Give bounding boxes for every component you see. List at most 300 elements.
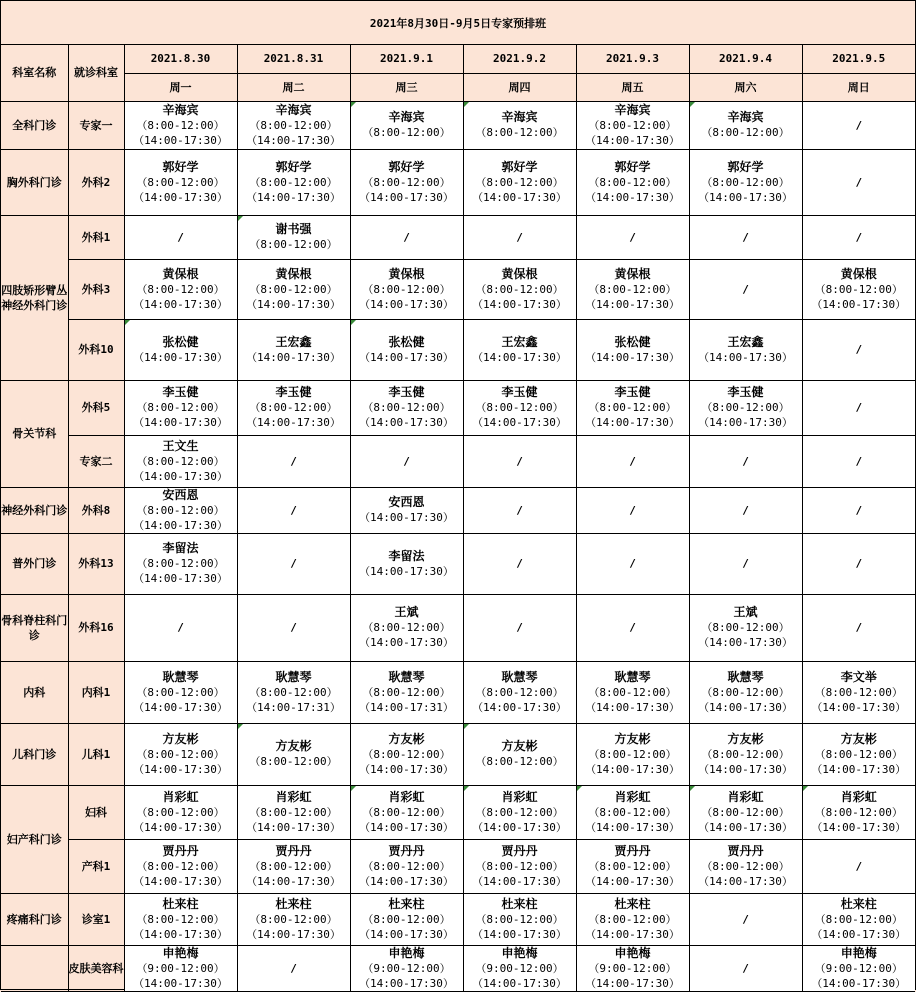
time-slot: （14:00-17:30） [698, 820, 793, 834]
no-clinic-slash: / [237, 533, 350, 594]
date-header: 2021.8.31 [237, 45, 350, 73]
schedule-cell [124, 149, 237, 215]
doctor-name: 贾丹丹 [388, 843, 425, 858]
department-name: 四肢矫形臂丛神经外科门诊 [1, 215, 68, 380]
schedule-cell [463, 785, 576, 839]
doctor-name: 申艳梅 [501, 945, 538, 960]
time-slot: （14:00-17:30） [585, 976, 680, 990]
no-clinic-slash: / [802, 594, 915, 661]
time-slot: （9:00-12:00） [814, 961, 903, 975]
doctor-name: 李玉健 [614, 385, 651, 399]
schedule-cell [350, 723, 463, 785]
clinic-room: 妇科 [68, 785, 124, 839]
time-slot: （8:00-12:00） [814, 747, 903, 761]
clinic-room: 专家一 [68, 101, 124, 149]
doctor-name: 王宏鑫 [275, 334, 312, 349]
date-header: 2021.9.3 [576, 45, 689, 73]
time-slot: （8:00-12:00） [362, 621, 451, 634]
doctor-name: 耿慧琴 [614, 669, 651, 684]
doctor-name: 贾丹丹 [501, 843, 538, 858]
no-clinic-slash: / [463, 215, 576, 259]
time-slot: （8:00-12:00） [249, 805, 338, 819]
schedule-cell [350, 661, 463, 723]
time-slot: （14:00-17:30） [811, 820, 907, 834]
time-slot: （8:00-12:00） [249, 685, 338, 699]
clinic-room: 儿科1 [68, 723, 124, 785]
schedule-cell [463, 661, 576, 723]
doctor-name: 方友彬 [840, 731, 877, 746]
department-name: 妇产科门诊 [1, 785, 68, 893]
schedule-row [1, 945, 915, 991]
doctor-name: 方友彬 [162, 731, 199, 746]
doctor-name: 王宏鑫 [727, 334, 764, 349]
time-slot: （14:00-17:30） [359, 820, 454, 834]
time-slot: （14:00-17:31） [359, 700, 454, 714]
doctor-name: 辛海宾 [614, 102, 651, 117]
schedule-row [1, 723, 915, 785]
doctor-name: 杜来柱 [275, 896, 312, 911]
weekday-header: 周日 [802, 73, 915, 101]
doctor-name: 郭好学 [388, 159, 425, 174]
time-slot: （14:00-17:30） [133, 416, 228, 429]
doctor-name: 郭好学 [162, 159, 199, 174]
schedule-cell [689, 661, 802, 723]
time-slot: （14:00-17:30） [472, 297, 567, 311]
schedule-cell [237, 380, 350, 435]
department-name: 胸外科门诊 [1, 149, 68, 215]
time-slot: （14:00-17:30） [246, 190, 341, 204]
no-clinic-slash: / [802, 149, 915, 215]
doctor-name: 李留法 [388, 548, 425, 563]
schedule-cell [576, 319, 689, 380]
schedule-cell [463, 893, 576, 945]
time-slot: （8:00-12:00） [588, 175, 677, 189]
no-clinic-slash: / [463, 435, 576, 487]
no-clinic-slash: / [237, 945, 350, 991]
doctor-name: 郭好学 [275, 159, 312, 174]
time-slot: （8:00-12:00） [136, 557, 225, 570]
schedule-cell [237, 723, 350, 785]
schedule-cell [350, 893, 463, 945]
time-slot: （14:00-17:30） [585, 190, 680, 204]
time-slot: （8:00-12:00） [701, 805, 790, 819]
dept-header: 科室名称 [1, 45, 68, 101]
time-slot: （14:00-17:30） [359, 350, 454, 364]
schedule-cell [237, 785, 350, 839]
sheet-title: 2021年8月30日-9月5日专家预排班 [1, 1, 915, 45]
department-name [1, 945, 68, 991]
time-slot: （8:00-12:00） [362, 282, 451, 296]
schedule-cell [689, 319, 802, 380]
schedule-row [1, 319, 915, 380]
clinic-room: 产科1 [68, 839, 124, 893]
comment-marker-icon [464, 102, 469, 107]
time-slot: （14:00-17:30） [811, 700, 907, 714]
time-slot: （8:00-12:00） [136, 503, 225, 517]
department-name: 儿科门诊 [1, 723, 68, 785]
time-slot: （14:00-17:30） [246, 874, 341, 888]
time-slot: （14:00-17:30） [585, 762, 680, 776]
doctor-name: 申艳梅 [614, 945, 651, 960]
time-slot: （8:00-12:00） [701, 621, 790, 634]
department-name: 骨关节科 [1, 380, 68, 487]
time-slot: （14:00-17:30） [359, 190, 454, 204]
department-name: 内科 [1, 661, 68, 723]
doctor-name: 肖彩虹 [501, 789, 538, 804]
doctor-name: 肖彩虹 [614, 789, 651, 804]
time-slot: （14:00-17:30） [359, 927, 454, 941]
clinic-room: 专家二 [68, 435, 124, 487]
schedule-cell [576, 839, 689, 893]
time-slot: （8:00-12:00） [814, 805, 903, 819]
time-slot: （8:00-12:00） [588, 401, 677, 414]
time-slot: （14:00-17:30） [133, 297, 228, 311]
time-slot: （8:00-12:00） [588, 685, 677, 699]
no-clinic-slash: / [689, 215, 802, 259]
schedule-cell [463, 319, 576, 380]
schedule-cell [802, 259, 915, 319]
no-clinic-slash: / [350, 435, 463, 487]
time-slot: （8:00-12:00） [249, 401, 338, 414]
schedule-cell [350, 487, 463, 533]
time-slot: （14:00-17:30） [133, 927, 228, 941]
doctor-name: 方友彬 [388, 731, 425, 746]
date-header: 2021.8.30 [124, 45, 237, 73]
no-clinic-slash: / [124, 594, 237, 661]
schedule-cell [350, 533, 463, 594]
schedule-cell [124, 259, 237, 319]
time-slot: （8:00-12:00） [136, 859, 225, 873]
no-clinic-slash: / [576, 487, 689, 533]
time-slot: （8:00-12:00） [136, 805, 225, 819]
schedule-cell [124, 661, 237, 723]
time-slot: （8:00-12:00） [136, 175, 225, 189]
doctor-name: 耿慧琴 [275, 669, 312, 684]
time-slot: （8:00-12:00） [249, 118, 338, 132]
department-name: 骨科脊柱科门诊 [1, 594, 68, 661]
no-clinic-slash: / [689, 893, 802, 945]
time-slot: （14:00-17:30） [698, 190, 793, 204]
comment-marker-icon [351, 102, 356, 107]
schedule-row [1, 435, 915, 487]
time-slot: （8:00-12:00） [249, 912, 338, 926]
comment-marker-icon [690, 102, 695, 107]
schedule-cell [350, 785, 463, 839]
schedule-cell [124, 785, 237, 839]
time-slot: （8:00-12:00） [249, 282, 338, 296]
doctor-name: 安西恩 [162, 487, 199, 502]
clinic-room: 外科16 [68, 594, 124, 661]
time-slot: （14:00-17:30） [698, 874, 793, 888]
no-clinic-slash: / [689, 487, 802, 533]
schedule-cell [350, 319, 463, 380]
schedule-cell [124, 435, 237, 487]
time-slot: （14:00-17:30） [359, 636, 454, 649]
doctor-name: 黄保根 [388, 266, 425, 281]
no-clinic-slash: / [689, 533, 802, 594]
date-header: 2021.9.2 [463, 45, 576, 73]
time-slot: （8:00-12:00） [475, 755, 564, 768]
time-slot: （14:00-17:30） [133, 469, 228, 483]
schedule-cell [350, 259, 463, 319]
time-slot: （8:00-12:00） [362, 685, 451, 699]
schedule-cell [237, 215, 350, 259]
doctor-name: 黄保根 [275, 266, 312, 281]
schedule-cell [576, 661, 689, 723]
clinic-room: 外科10 [68, 319, 124, 380]
no-clinic-slash: / [802, 215, 915, 259]
schedule-cell [463, 839, 576, 893]
weekday-header: 周六 [689, 73, 802, 101]
time-slot: （8:00-12:00） [701, 685, 790, 699]
schedule-row [1, 101, 915, 149]
comment-marker-icon [464, 786, 469, 791]
schedule-cell [463, 149, 576, 215]
schedule-cell [350, 380, 463, 435]
schedule-cell [576, 149, 689, 215]
department-name: 神经外科门诊 [1, 487, 68, 533]
time-slot: （8:00-12:00） [588, 859, 677, 873]
doctor-name: 张松健 [162, 334, 199, 349]
time-slot: （9:00-12:00） [588, 961, 677, 975]
time-slot: （8:00-12:00） [701, 401, 790, 414]
doctor-name: 肖彩虹 [388, 789, 425, 804]
time-slot: （8:00-12:00） [136, 912, 225, 926]
clinic-room: 内科1 [68, 661, 124, 723]
doctor-name: 耿慧琴 [727, 669, 764, 684]
time-slot: （14:00-17:30） [585, 416, 680, 429]
time-slot: （14:00-17:30） [133, 700, 228, 714]
schedule-cell [237, 661, 350, 723]
doctor-name: 李玉健 [501, 385, 538, 399]
no-clinic-slash: / [802, 839, 915, 893]
doctor-name: 贾丹丹 [162, 843, 199, 858]
schedule-row [1, 487, 915, 533]
time-slot: （14:00-17:30） [698, 636, 793, 649]
time-slot: （14:00-17:30） [585, 133, 680, 147]
schedule-cell [576, 945, 689, 991]
schedule-cell [124, 101, 237, 149]
schedule-cell [463, 101, 576, 149]
time-slot: （8:00-12:00） [362, 912, 451, 926]
schedule-cell [576, 723, 689, 785]
no-clinic-slash: / [237, 435, 350, 487]
doctor-name: 张松健 [388, 334, 425, 349]
schedule-cell [124, 839, 237, 893]
time-slot: （14:00-17:30） [133, 190, 228, 204]
time-slot: （14:00-17:30） [359, 762, 454, 776]
date-header-row [1, 45, 915, 73]
no-clinic-slash: / [576, 594, 689, 661]
doctor-name: 王斌 [394, 605, 419, 619]
time-slot: （14:00-17:30） [472, 350, 567, 364]
doctor-name: 耿慧琴 [388, 669, 425, 684]
schedule-cell [237, 839, 350, 893]
doctor-name: 方友彬 [614, 731, 651, 746]
no-clinic-slash: / [689, 259, 802, 319]
time-slot: （8:00-12:00） [588, 118, 677, 132]
doctor-name: 辛海宾 [162, 102, 199, 117]
schedule-cell [124, 723, 237, 785]
weekday-header: 周五 [576, 73, 689, 101]
time-slot: （14:00-17:30） [133, 762, 228, 776]
schedule-cell [463, 380, 576, 435]
time-slot: （8:00-12:00） [136, 454, 225, 468]
time-slot: （14:00-17:30） [698, 762, 793, 776]
department-name: 全科门诊 [1, 101, 68, 149]
time-slot: （14:00-17:30） [585, 350, 680, 364]
comment-marker-icon [238, 216, 243, 221]
doctor-name: 王斌 [733, 605, 758, 619]
time-slot: （14:00-17:30） [133, 350, 228, 364]
schedule-cell [124, 380, 237, 435]
doctor-name: 贾丹丹 [275, 843, 312, 858]
time-slot: （8:00-12:00） [475, 805, 564, 819]
time-slot: （8:00-12:00） [136, 118, 225, 132]
comment-marker-icon [238, 724, 243, 729]
doctor-name: 辛海宾 [501, 110, 538, 124]
no-clinic-slash: / [802, 435, 915, 487]
schedule-cell [463, 723, 576, 785]
time-slot: （8:00-12:00） [249, 175, 338, 189]
schedule-cell [576, 785, 689, 839]
time-slot: （8:00-12:00） [814, 282, 903, 296]
no-clinic-slash: / [237, 594, 350, 661]
schedule-cell [463, 259, 576, 319]
schedule-cell [237, 101, 350, 149]
time-slot: （8:00-12:00） [249, 755, 338, 768]
time-slot: （8:00-12:00） [362, 805, 451, 819]
no-clinic-slash: / [802, 533, 915, 594]
doctor-name: 方友彬 [501, 739, 538, 753]
comment-marker-icon [464, 724, 469, 729]
time-slot: （8:00-12:00） [362, 175, 451, 189]
time-slot: （8:00-12:00） [701, 126, 790, 139]
time-slot: （8:00-12:00） [362, 859, 451, 873]
time-slot: （14:00-17:31） [246, 700, 341, 714]
schedule-cell [576, 101, 689, 149]
no-clinic-slash: / [689, 435, 802, 487]
doctor-name: 辛海宾 [275, 102, 312, 117]
time-slot: （8:00-12:00） [588, 747, 677, 761]
weekday-header: 周二 [237, 73, 350, 101]
time-slot: （14:00-17:30） [246, 416, 341, 429]
doctor-name: 黄保根 [162, 266, 199, 281]
no-clinic-slash: / [576, 435, 689, 487]
doctor-name: 肖彩虹 [275, 789, 312, 804]
clinic-room: 诊室1 [68, 893, 124, 945]
schedule-cell [237, 893, 350, 945]
doctor-name: 杜来柱 [840, 896, 877, 911]
doctor-name: 杜来柱 [501, 896, 538, 911]
no-clinic-slash: / [802, 487, 915, 533]
doctor-name: 王文生 [162, 438, 199, 453]
weekday-header: 周三 [350, 73, 463, 101]
doctor-name: 李玉健 [275, 385, 312, 399]
schedule-row [1, 149, 915, 215]
schedule-row [1, 839, 915, 893]
schedule-cell [576, 259, 689, 319]
comment-marker-icon [690, 786, 695, 791]
time-slot: （14:00-17:30） [133, 133, 228, 147]
clinic-room: 外科2 [68, 149, 124, 215]
time-slot: （14:00-17:30） [359, 416, 454, 429]
time-slot: （14:00-17:30） [811, 297, 907, 311]
time-slot: （8:00-12:00） [475, 912, 564, 926]
schedule-cell [350, 945, 463, 991]
no-clinic-slash: / [463, 533, 576, 594]
weekday-header-row [1, 73, 915, 101]
doctor-name: 安西恩 [388, 495, 425, 509]
no-clinic-slash: / [802, 319, 915, 380]
time-slot: （8:00-12:00） [588, 805, 677, 819]
doctor-name: 申艳梅 [162, 945, 199, 960]
time-slot: （14:00-17:30） [698, 700, 793, 714]
doctor-name: 肖彩虹 [162, 789, 199, 804]
weekday-header: 周四 [463, 73, 576, 101]
no-clinic-slash: / [350, 215, 463, 259]
time-slot: （14:00-17:30） [585, 820, 680, 834]
clinic-room: 外科8 [68, 487, 124, 533]
schedule-cell [802, 893, 915, 945]
doctor-name: 贾丹丹 [614, 843, 651, 858]
clinic-room: 外科13 [68, 533, 124, 594]
schedule-cell [689, 101, 802, 149]
time-slot: （8:00-12:00） [701, 175, 790, 189]
doctor-name: 杜来柱 [388, 896, 425, 911]
time-slot: （8:00-12:00） [362, 401, 451, 414]
comment-marker-icon [351, 786, 356, 791]
time-slot: （14:00-17:30） [585, 297, 680, 311]
time-slot: （8:00-12:00） [249, 238, 338, 251]
schedule-cell [689, 380, 802, 435]
time-slot: （14:00-17:30） [811, 927, 907, 941]
time-slot: （14:00-17:30） [133, 874, 228, 888]
schedule-cell [237, 259, 350, 319]
time-slot: （14:00-17:30） [359, 511, 454, 524]
clinic-room: 外科1 [68, 215, 124, 259]
time-slot: （8:00-12:00） [136, 747, 225, 761]
time-slot: （14:00-17:30） [472, 416, 567, 429]
comment-marker-icon [125, 320, 130, 325]
schedule-cell [689, 594, 802, 661]
doctor-name: 黄保根 [614, 266, 651, 281]
schedule-cell [350, 101, 463, 149]
schedule-cell [463, 945, 576, 991]
date-header: 2021.9.4 [689, 45, 802, 73]
schedule-row [1, 785, 915, 839]
time-slot: （14:00-17:30） [359, 297, 454, 311]
time-slot: （8:00-12:00） [136, 282, 225, 296]
comment-marker-icon [351, 320, 356, 325]
doctor-name: 张松健 [614, 334, 651, 349]
schedule-cell [124, 487, 237, 533]
schedule-cell [124, 893, 237, 945]
time-slot: （14:00-17:30） [811, 762, 907, 776]
doctor-name: 郭好学 [727, 159, 764, 174]
no-clinic-slash: / [576, 215, 689, 259]
time-slot: （14:00-17:30） [359, 564, 454, 578]
schedule-row [1, 533, 915, 594]
doctor-name: 李文举 [840, 669, 877, 684]
time-slot: （8:00-12:00） [701, 859, 790, 873]
time-slot: （9:00-12:00） [475, 961, 564, 975]
doctor-name: 杜来柱 [162, 896, 199, 911]
weekday-header: 周一 [124, 73, 237, 101]
doctor-name: 方友彬 [727, 731, 764, 746]
time-slot: （8:00-12:00） [814, 685, 903, 699]
no-clinic-slash: / [463, 594, 576, 661]
